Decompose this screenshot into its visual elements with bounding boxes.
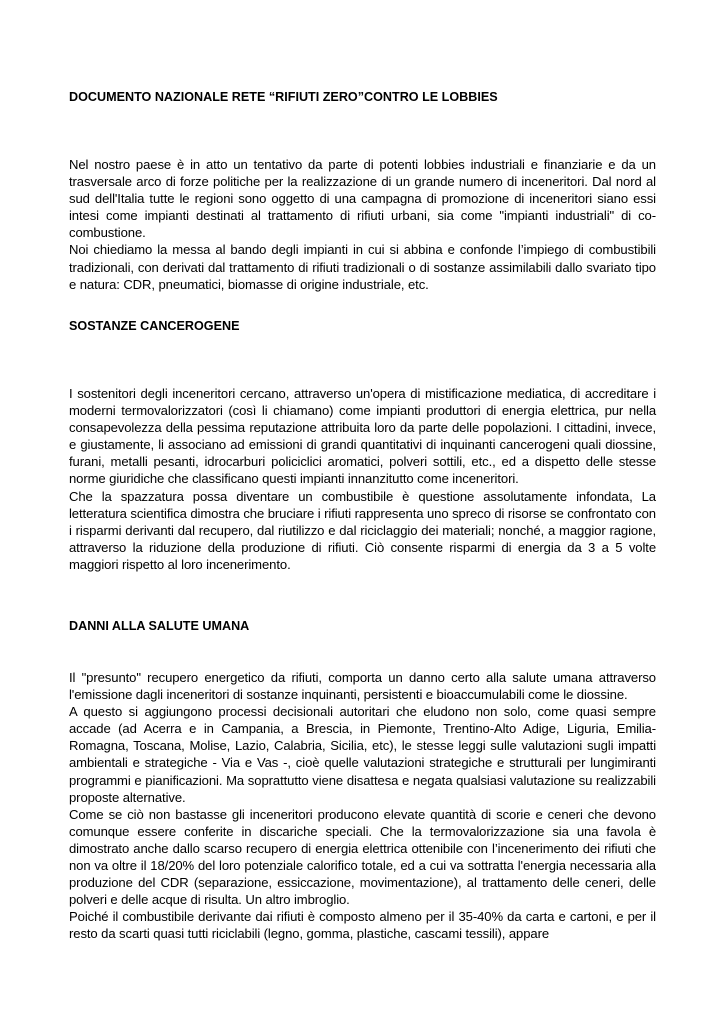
section-2-paragraph-3: Come se ciò non bastasse gli inceneritori producono elevate quantità di scorie e ceneri che devono comunque essere conferite in discariche speciali. Che la termovalorizzazione sia una favola è dimostrato anche dallo scarso recupero di energia elettrica ottenibile con l’incenerimento dei rifiuti che non va oltre il 18/20% del loro potenziale calorifico totale, ed a cui va sottratta l'energia necessaria alla produzione del CDR (separazione, essiccazione, movimentazione), al trattamento delle ceneri, delle polveri e delle acque di risulta. Un altro imbroglio.: [69, 806, 656, 908]
intro-paragraph-2: Noi chiediamo la messa al bando degli impianti in cui si abbina e confonde l’impiego di combustibili tradizionali, con derivati dal trattamento di rifiuti tradizionali o di sostanze assimilabili dallo svariato tipo e natura: CDR, pneumatici, biomasse di origine industriale, etc.: [69, 242, 656, 292]
section-1-paragraph-1: I sostenitori degli inceneritori cercano, attraverso un'opera di mistificazione mediatica, di accreditare i moderni termovalorizzatori (così li chiamano) come impianti produttori di energia elettrica, pur nella consapevolezza della pessima reputazione attribuita loro da parte delle popolazioni. I cittadini, invece, e giustamente, li associano ad emissioni di grandi quantitativi di inquinanti cancerogeni quali diossine, furani, metalli pesanti, idrocarburi policiclici aromatici, polveri sottili, etc., ed a dispetto delle stesse norme giuridiche che classificano questi impianti innanzitutto come inceneritori.: [69, 386, 656, 487]
section-1-text: [69, 385, 656, 573]
document-title: DOCUMENTO NAZIONALE RETE “RIFIUTI ZERO”CONTRO LE LOBBIES: [69, 90, 498, 104]
section-2-paragraph-1: Il "presunto" recupero energetico da rifiuti, comporta un danno certo alla salute umana attraverso l'emissione dagli inceneritori di sostanze inquinanti, persistenti e bioaccumulabili come le diossine.: [69, 670, 656, 703]
section-2-paragraph-2: A questo si aggiungono processi decisionali autoritari che eludono non solo, come quasi sempre accade (ad Acerra e in Campania, a Brescia, in Piemonte, Trentino-Alto Adige, Liguria, Emilia-Romagna, Toscana, Molise, Lazio, Calabria, Sicilia, etc), le stesse leggi sulle valutazioni sugli impatti ambientali e strategiche - Via e Vas -, cioè quelle valutazioni strategiche e strutturali per lungimiranti programmi e pianificazioni. Ma soprattutto viene disattesa e negata qualsiasi valutazione su realizzabili proposte alternative.: [69, 704, 656, 805]
section-heading-sostanze-cancerogene: SOSTANZE CANCEROGENE: [69, 319, 240, 333]
intro-paragraph-1: Nel nostro paese è in atto un tentativo da parte di potenti lobbies industriali e finanziarie e da un trasversale arco di forze politiche per la realizzazione di un grande numero di inceneritori. Dal nord al sud dell'Italia tutte le regioni sono oggetto di una campagna di promozione di inceneritori siano essi intesi come impianti destinati al trattamento di rifiuti urbani, sia come "impianti industriali" di co-combustione.: [69, 157, 656, 241]
intro-text: [69, 156, 656, 293]
section-heading-danni-salute: DANNI ALLA SALUTE UMANA: [69, 619, 250, 633]
section-2-text: [69, 669, 656, 943]
section-2-paragraph-4: Poiché il combustibile derivante dai rifiuti è composto almeno per il 35-40% da carta e cartoni, e per il resto da scarti quasi tutti riciclabili (legno, gomma, plastiche, cascami tessili), appare: [69, 909, 656, 942]
section-1-paragraph-2: Che la spazzatura possa diventare un combustibile è questione assolutamente infondata, La letteratura scientifica dimostra che bruciare i rifiuti rappresenta uno spreco di risorse se confrontato con i risparmi derivanti dal recupero, dal riutilizzo e dal riciclaggio dei materiali; nonché, a maggior ragione, attraverso la riduzione della produzione di rifiuti. Ciò consente risparmi di energia da 3 a 5 volte maggiori rispetto al loro incenerimento.: [69, 488, 656, 572]
